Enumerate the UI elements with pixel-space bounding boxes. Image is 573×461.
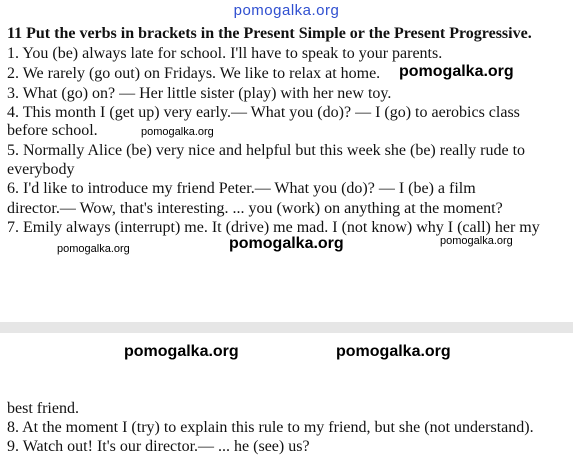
watermark-line-7-left: pomogalka.org <box>57 243 130 255</box>
exercise-line-3: 3. What (go) on? — Her little sister (play) with her new toy. <box>7 85 392 102</box>
watermark-top: pomogalka.org <box>233 2 340 19</box>
exercise-line-4: 4. This month I (get up) very early.— What you (do)? — I (go) to aerobics class <box>7 104 520 121</box>
exercise-line-7: 7. Emily always (interrupt) me. It (drive) me mad. I (not know) why I (call) her my <box>7 219 540 236</box>
exercise-line-5: 5. Normally Alice (be) very nice and helpful but this week she (be) really rude to <box>7 142 526 159</box>
exercise-line-9: 9. Watch out! It's our director.— ... he (see) us? <box>7 438 310 455</box>
watermark-line-7-right: pomogalka.org <box>440 235 513 247</box>
exercise-line-5-cont: everybody <box>7 161 75 178</box>
watermark-line-7-center: pomogalka.org <box>229 235 344 252</box>
exercise-line-1: 1. You (be) always late for school. I'll have to speak to your parents. <box>7 45 443 62</box>
exercise-line-2: 2. We rarely (go out) on Fridays. We like to relax at home. <box>7 65 381 82</box>
exercise-line-8: 8. At the moment I (try) to explain this rule to my friend, but she (not understand). <box>7 419 534 436</box>
exercise-line-6: 6. I'd like to introduce my friend Peter.— What you (do)? — I (be) a film <box>7 180 476 197</box>
watermark-line-2: pomogalka.org <box>399 63 514 80</box>
exercise-section-1 <box>7 0 567 320</box>
page-divider <box>0 322 573 333</box>
exercise-line-4-cont: before school. <box>7 122 98 139</box>
watermark-section-2-right: pomogalka.org <box>336 343 451 360</box>
exercise-section-2 <box>7 396 567 458</box>
exercise-line-6-cont: director.— Wow, that's interesting. ... you (work) on anything at the moment? <box>7 200 503 217</box>
watermark-section-2-left: pomogalka.org <box>124 343 239 360</box>
watermark-line-4: pomogalka.org <box>141 126 214 138</box>
exercise-title: 11 Put the verbs in brackets in the Present Simple or the Present Progressive. <box>7 25 532 42</box>
exercise-line-7-cont: best friend. <box>7 400 79 417</box>
